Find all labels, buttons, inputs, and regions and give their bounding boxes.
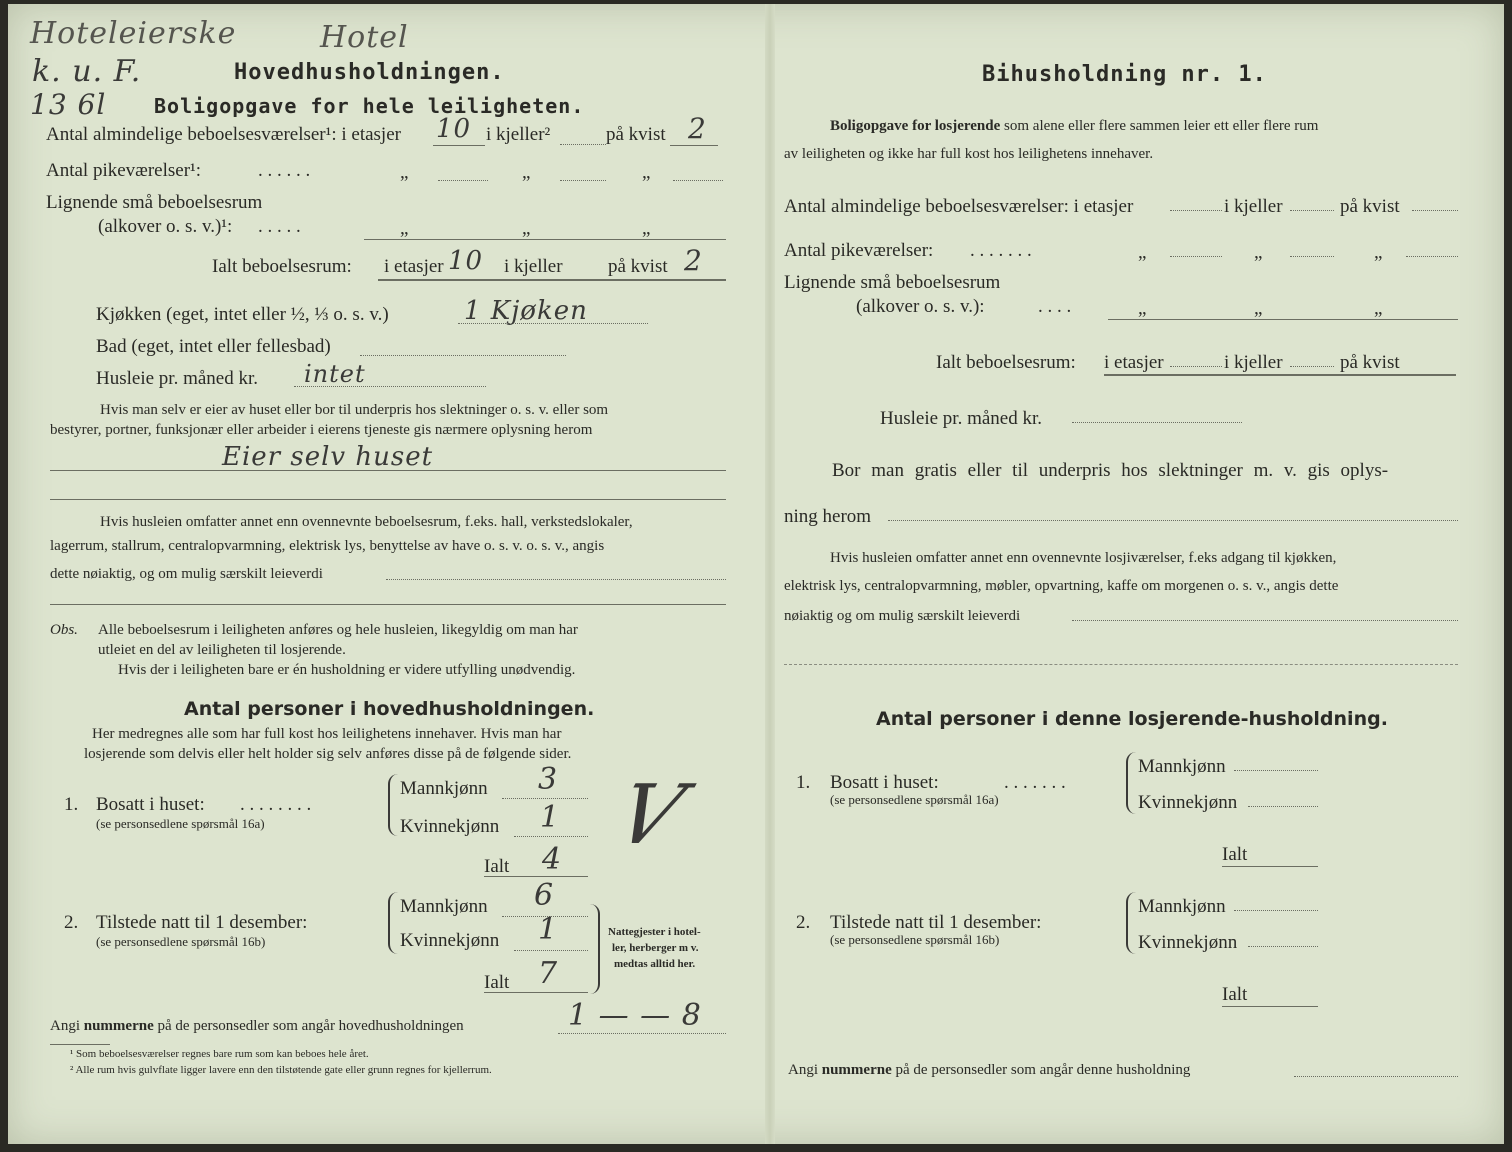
- left-ialt-label: Ialt beboelsesrum:: [212, 256, 352, 277]
- check-mark: V: [604, 768, 696, 863]
- right-q1-brace: [1126, 752, 1138, 814]
- left-ialt-etasjer-value: 10: [448, 246, 484, 276]
- left-angi-pre: Angi: [50, 1018, 80, 1034]
- left-obs-text-1: Alle beboelsesrum i leiligheten anføres og hele husleien, likegyldig om man har: [98, 622, 578, 638]
- right-q2-kvinne-line: [1248, 946, 1318, 947]
- left-angi-label: [50, 1018, 464, 1035]
- left-antal-kjeller-field: [560, 144, 606, 145]
- left-antal-etasjer-line: [433, 145, 485, 146]
- right-pike-line-2: [1290, 256, 1334, 257]
- left-title: Hovedhusholdningen.: [234, 60, 505, 85]
- right-intro-rest: som alene eller flere sammen leier ett eller flere rum: [1004, 118, 1319, 134]
- handwritten-note-owner: Hoteleierske: [30, 16, 237, 51]
- right-ialt-kjeller-line: [1290, 366, 1334, 367]
- left-omf-text-3: dette nøiaktig, og om mulig særskilt leieverdi: [50, 566, 323, 582]
- left-q1-kvinne-label: Kvinnekjønn: [400, 816, 500, 837]
- left-persons-text-1: Her medregnes alle som har full kost hos leilighetens innehaver. Hvis man har: [92, 726, 562, 742]
- right-q1-sub: (se personsedlene spørsmål 16a): [830, 792, 999, 807]
- right-intro-bold: Boligopgave for losjerende: [830, 118, 1001, 134]
- left-q2-sub: (se personsedlene spørsmål 16b): [96, 934, 266, 949]
- left-q1-dots: . . . . . . . .: [240, 794, 312, 815]
- right-q1-kvinne-line: [1248, 806, 1318, 807]
- right-lign-ditto-3: „: [1374, 298, 1383, 319]
- right-pike-ditto-1: „: [1138, 242, 1147, 263]
- left-q1-ialt-line: [484, 876, 588, 877]
- left-q2-mann-label: Mannkjønn: [400, 896, 488, 917]
- left-antal-label: Antal almindelige beboelsesværelser¹: i etasjer: [46, 124, 401, 145]
- right-ialt-kvist-label: på kvist: [1340, 352, 1400, 373]
- right-lign-ditto-1: „: [1138, 298, 1147, 319]
- left-q2-number: 2.: [64, 912, 79, 933]
- right-bor-text-1: Bor man gratis eller til underpris hos slektninger m. v. gis oplys-: [832, 460, 1389, 481]
- right-antal-kvist-label: på kvist: [1340, 196, 1400, 217]
- right-q2-ialt-label: Ialt: [1222, 984, 1248, 1005]
- right-husleie-label: Husleie pr. måned kr.: [880, 408, 1042, 429]
- right-q1-dots: . . . . . . .: [1004, 772, 1066, 793]
- right-ialt-label: Ialt beboelsesrum:: [936, 352, 1076, 373]
- left-obs-text-2: utleiet en del av leiligheten til losjerende.: [98, 642, 346, 658]
- left-q1-mann-line: [502, 798, 588, 799]
- right-lign-label-1: Lignende små beboelsesrum: [784, 272, 1001, 293]
- right-title: Bihusholdning nr. 1.: [982, 62, 1267, 87]
- left-q1-mann-label: Mannkjønn: [400, 778, 488, 799]
- left-kjokken-label: Kjøkken (eget, intet eller ½, ⅓ o. s. v.): [96, 304, 389, 325]
- left-obs-label: Obs.: [50, 622, 78, 638]
- left-q2-kvinne-line: [514, 950, 588, 951]
- left-q2-ialt-line: [484, 992, 588, 993]
- left-q1-ialt-label: Ialt: [484, 856, 510, 877]
- right-lign-label-2: (alkover o. s. v.):: [856, 296, 985, 317]
- right-omf-text-3: nøiaktig og om mulig særskilt leieverdi: [784, 608, 1021, 624]
- left-angi-post: på de personsedler som angår hovedhusholdningen: [157, 1018, 464, 1034]
- left-pike-line-2: [560, 180, 606, 181]
- right-ialt-underline: [1104, 374, 1456, 376]
- left-ialt-etasjer-label: i etasjer: [384, 256, 444, 277]
- left-omf-line-1: [386, 579, 726, 580]
- right-omf-text-2: elektrisk lys, centralopvarmning, møbler, opvartning, kaffe om morgenen o. s. v., angis dette: [784, 578, 1339, 594]
- left-kjokken-line: [458, 323, 648, 324]
- right-lign-ditto-2: „: [1254, 298, 1263, 319]
- right-angi-bold: nummerne: [821, 1062, 892, 1078]
- left-husleie-value: intet: [304, 360, 366, 388]
- right-omf-line-2: [784, 664, 1458, 665]
- left-omf-line-2: [50, 604, 726, 605]
- right-ialt-etasjer-label: i etasjer: [1104, 352, 1164, 373]
- natt-note-1: Nattegjester i hotel-: [608, 926, 701, 938]
- left-q1-label: Bosatt i huset:: [96, 794, 205, 815]
- left-subtitle: Boligopgave for hele leiligheten.: [154, 94, 585, 118]
- left-antal-kvist-line: [670, 145, 718, 146]
- census-form-sheet: [8, 4, 1504, 1144]
- right-q1-ialt-label: Ialt: [1222, 844, 1248, 865]
- left-lign-ditto-1: „: [400, 218, 409, 239]
- left-pike-dots: . . . . . .: [258, 160, 311, 181]
- left-eier-text-1: Hvis man selv er eier av huset eller bor til underpris hos slektninger o. s. v. eller som: [100, 402, 609, 418]
- left-q2-mann-value: 6: [534, 878, 555, 913]
- right-intro-2: av leiligheten og ikke har full kost hos leilighetens innehaver.: [784, 146, 1154, 162]
- right-lign-dots: . . . .: [1038, 296, 1072, 317]
- right-q2-sub: (se personsedlene spørsmål 16b): [830, 932, 1000, 947]
- left-angi-line: [558, 1033, 726, 1034]
- left-pike-ditto-3: „: [642, 162, 651, 183]
- left-antal-etasjer-value: 10: [436, 114, 472, 144]
- right-q1-mann-line: [1234, 770, 1318, 771]
- left-bad-line: [360, 355, 566, 356]
- right-ialt-kjeller-label: i kjeller: [1224, 352, 1283, 373]
- left-q2-right-brace: [588, 904, 600, 994]
- left-q1-number: 1.: [64, 794, 79, 815]
- right-angi-pre: Angi: [788, 1062, 818, 1078]
- handwritten-note-number: 13 6l: [30, 88, 107, 121]
- left-q1-mann-value: 3: [538, 762, 559, 797]
- right-bor-text-2: ning herom: [784, 506, 872, 527]
- right-omf-text-1: Hvis husleien omfatter annet enn ovennevnte losjiværelser, f.eks adgang til kjøkken,: [830, 550, 1337, 566]
- right-q2-number: 2.: [796, 912, 811, 933]
- right-antal-kjeller-line: [1290, 210, 1334, 211]
- left-persons-text-2: losjerende som delvis eller helt holder sig selv anføres disse på de følgende sider.: [84, 746, 572, 762]
- left-q1-kvinne-value: 1: [540, 800, 561, 835]
- left-antal-kvist-label: på kvist: [606, 124, 666, 145]
- right-antal-kjeller-label: i kjeller: [1224, 196, 1283, 217]
- right-antal-kvist-line: [1412, 210, 1458, 211]
- left-antal-kjeller-label: i kjeller²: [486, 124, 551, 145]
- right-pike-line-1: [1170, 256, 1222, 257]
- right-antal-label: Antal almindelige beboelsesværelser: i etasjer: [784, 196, 1134, 217]
- footnote-1: ¹ Som beboelsesværelser regnes bare rum som kan beboes hele året.: [70, 1048, 369, 1060]
- right-q1-label: Bosatt i huset:: [830, 772, 939, 793]
- left-q1-kvinne-line: [514, 836, 588, 837]
- left-lign-underline: [364, 239, 726, 240]
- left-q2-kvinne-label: Kvinnekjønn: [400, 930, 500, 951]
- right-q2-label: Tilstede natt til 1 desember:: [830, 912, 1042, 933]
- left-husleie-label: Husleie pr. måned kr.: [96, 368, 258, 389]
- left-persons-title: Antal personer i hovedhusholdningen.: [184, 698, 595, 720]
- right-husleie-line: [1072, 422, 1242, 423]
- natt-note-2: ler, herberger m v.: [612, 942, 699, 954]
- left-bad-label: Bad (eget, intet eller fellesbad): [96, 336, 331, 357]
- right-antal-etasjer-line: [1170, 210, 1222, 211]
- left-angi-value: 1 — — 8: [568, 998, 702, 1033]
- left-eier-value: Eier selv huset: [222, 442, 434, 472]
- right-q2-brace: [1126, 892, 1138, 954]
- right-angi-line: [1294, 1076, 1458, 1077]
- natt-note-3: medtas alltid her.: [614, 958, 696, 970]
- left-eier-line-2: [50, 499, 726, 500]
- right-q2-mann-label: Mannkjønn: [1138, 896, 1226, 917]
- right-q2-kvinne-label: Kvinnekjønn: [1138, 932, 1238, 953]
- right-omf-line-1: [1072, 620, 1458, 621]
- right-angi-post: på de personsedler som angår denne husholdning: [895, 1062, 1191, 1078]
- left-omf-text-2: lagerrum, stallrum, centralopvarmning, elektrisk lys, benyttelse av have o. s. v. o. s. v., angis: [50, 538, 605, 554]
- right-ialt-etasjer-line: [1170, 366, 1222, 367]
- left-lign-label-1: Lignende små beboelsesrum: [46, 192, 263, 213]
- right-q1-mann-label: Mannkjønn: [1138, 756, 1226, 777]
- left-ialt-kvist-label: på kvist: [608, 256, 668, 277]
- right-q1-kvinne-label: Kvinnekjønn: [1138, 792, 1238, 813]
- left-q2-label: Tilstede natt til 1 desember:: [96, 912, 308, 933]
- left-kjokken-value: 1 Kjøken: [464, 296, 588, 326]
- left-eier-line-1: [50, 470, 726, 471]
- page-fold: [765, 4, 775, 1144]
- left-pike-line-3: [673, 180, 723, 181]
- left-antal-kvist-value: 2: [688, 112, 707, 145]
- right-q2-ialt-line: [1222, 1006, 1318, 1007]
- left-angi-bold: nummerne: [83, 1018, 154, 1034]
- left-lign-ditto-2: „: [522, 218, 531, 239]
- left-ialt-underline: [378, 279, 726, 281]
- left-q2-ialt-label: Ialt: [484, 972, 510, 993]
- left-pike-ditto-2: „: [522, 162, 531, 183]
- footnote-separator: [50, 1044, 110, 1045]
- right-angi-label: [788, 1062, 1190, 1079]
- left-pike-label: Antal pikeværelser¹:: [46, 160, 202, 181]
- right-intro-1: [830, 118, 1318, 135]
- left-lign-dots: . . . . .: [258, 216, 301, 237]
- right-lign-underline: [1108, 319, 1458, 320]
- left-q2-ialt-value: 7: [538, 956, 559, 991]
- right-pike-ditto-3: „: [1374, 242, 1383, 263]
- right-persons-title: Antal personer i denne losjerende-husholdning.: [876, 708, 1388, 730]
- right-pike-label: Antal pikeværelser:: [784, 240, 934, 261]
- left-ialt-kjeller-label: i kjeller: [504, 256, 563, 277]
- footnote-2: ² Alle rum hvis gulvflate ligger lavere enn den tilstøtende gate eller grunn regnes for kjellerrum.: [70, 1064, 492, 1076]
- left-eier-text-2: bestyrer, portner, funksjonær eller arbeider i eierens tjeneste gis nærmere oplysning herom: [50, 422, 593, 438]
- right-pike-line-3: [1406, 256, 1458, 257]
- left-q2-brace: [388, 892, 400, 954]
- left-q1-sub: (se personsedlene spørsmål 16a): [96, 816, 265, 831]
- left-q2-kvinne-value: 1: [538, 912, 559, 947]
- left-obs-text-3: Hvis der i leiligheten bare er én husholdning er videre utfylling unødvendig.: [118, 662, 576, 678]
- handwritten-note-hotel: Hotel: [320, 20, 409, 55]
- right-bor-line: [888, 520, 1458, 521]
- left-pike-ditto-1: „: [400, 162, 409, 183]
- right-q1-ialt-line: [1222, 866, 1318, 867]
- left-ialt-kvist-value: 2: [684, 244, 703, 277]
- left-q1-ialt-value: 4: [542, 842, 563, 877]
- left-omf-text-1: Hvis husleien omfatter annet enn ovennevnte beboelsesrum, f.eks. hall, verkstedslokaler,: [100, 514, 633, 530]
- left-q1-brace: [388, 774, 400, 836]
- right-q2-mann-line: [1234, 910, 1318, 911]
- right-pike-ditto-2: „: [1254, 242, 1263, 263]
- left-lign-ditto-3: „: [642, 218, 651, 239]
- left-lign-label-2: (alkover o. s. v.)¹:: [98, 216, 233, 237]
- right-pike-dots: . . . . . . .: [970, 240, 1032, 261]
- left-husleie-line: [294, 386, 486, 387]
- right-q1-number: 1.: [796, 772, 811, 793]
- handwritten-note-code: k. u. F.: [32, 54, 142, 89]
- left-pike-line-1: [438, 180, 488, 181]
